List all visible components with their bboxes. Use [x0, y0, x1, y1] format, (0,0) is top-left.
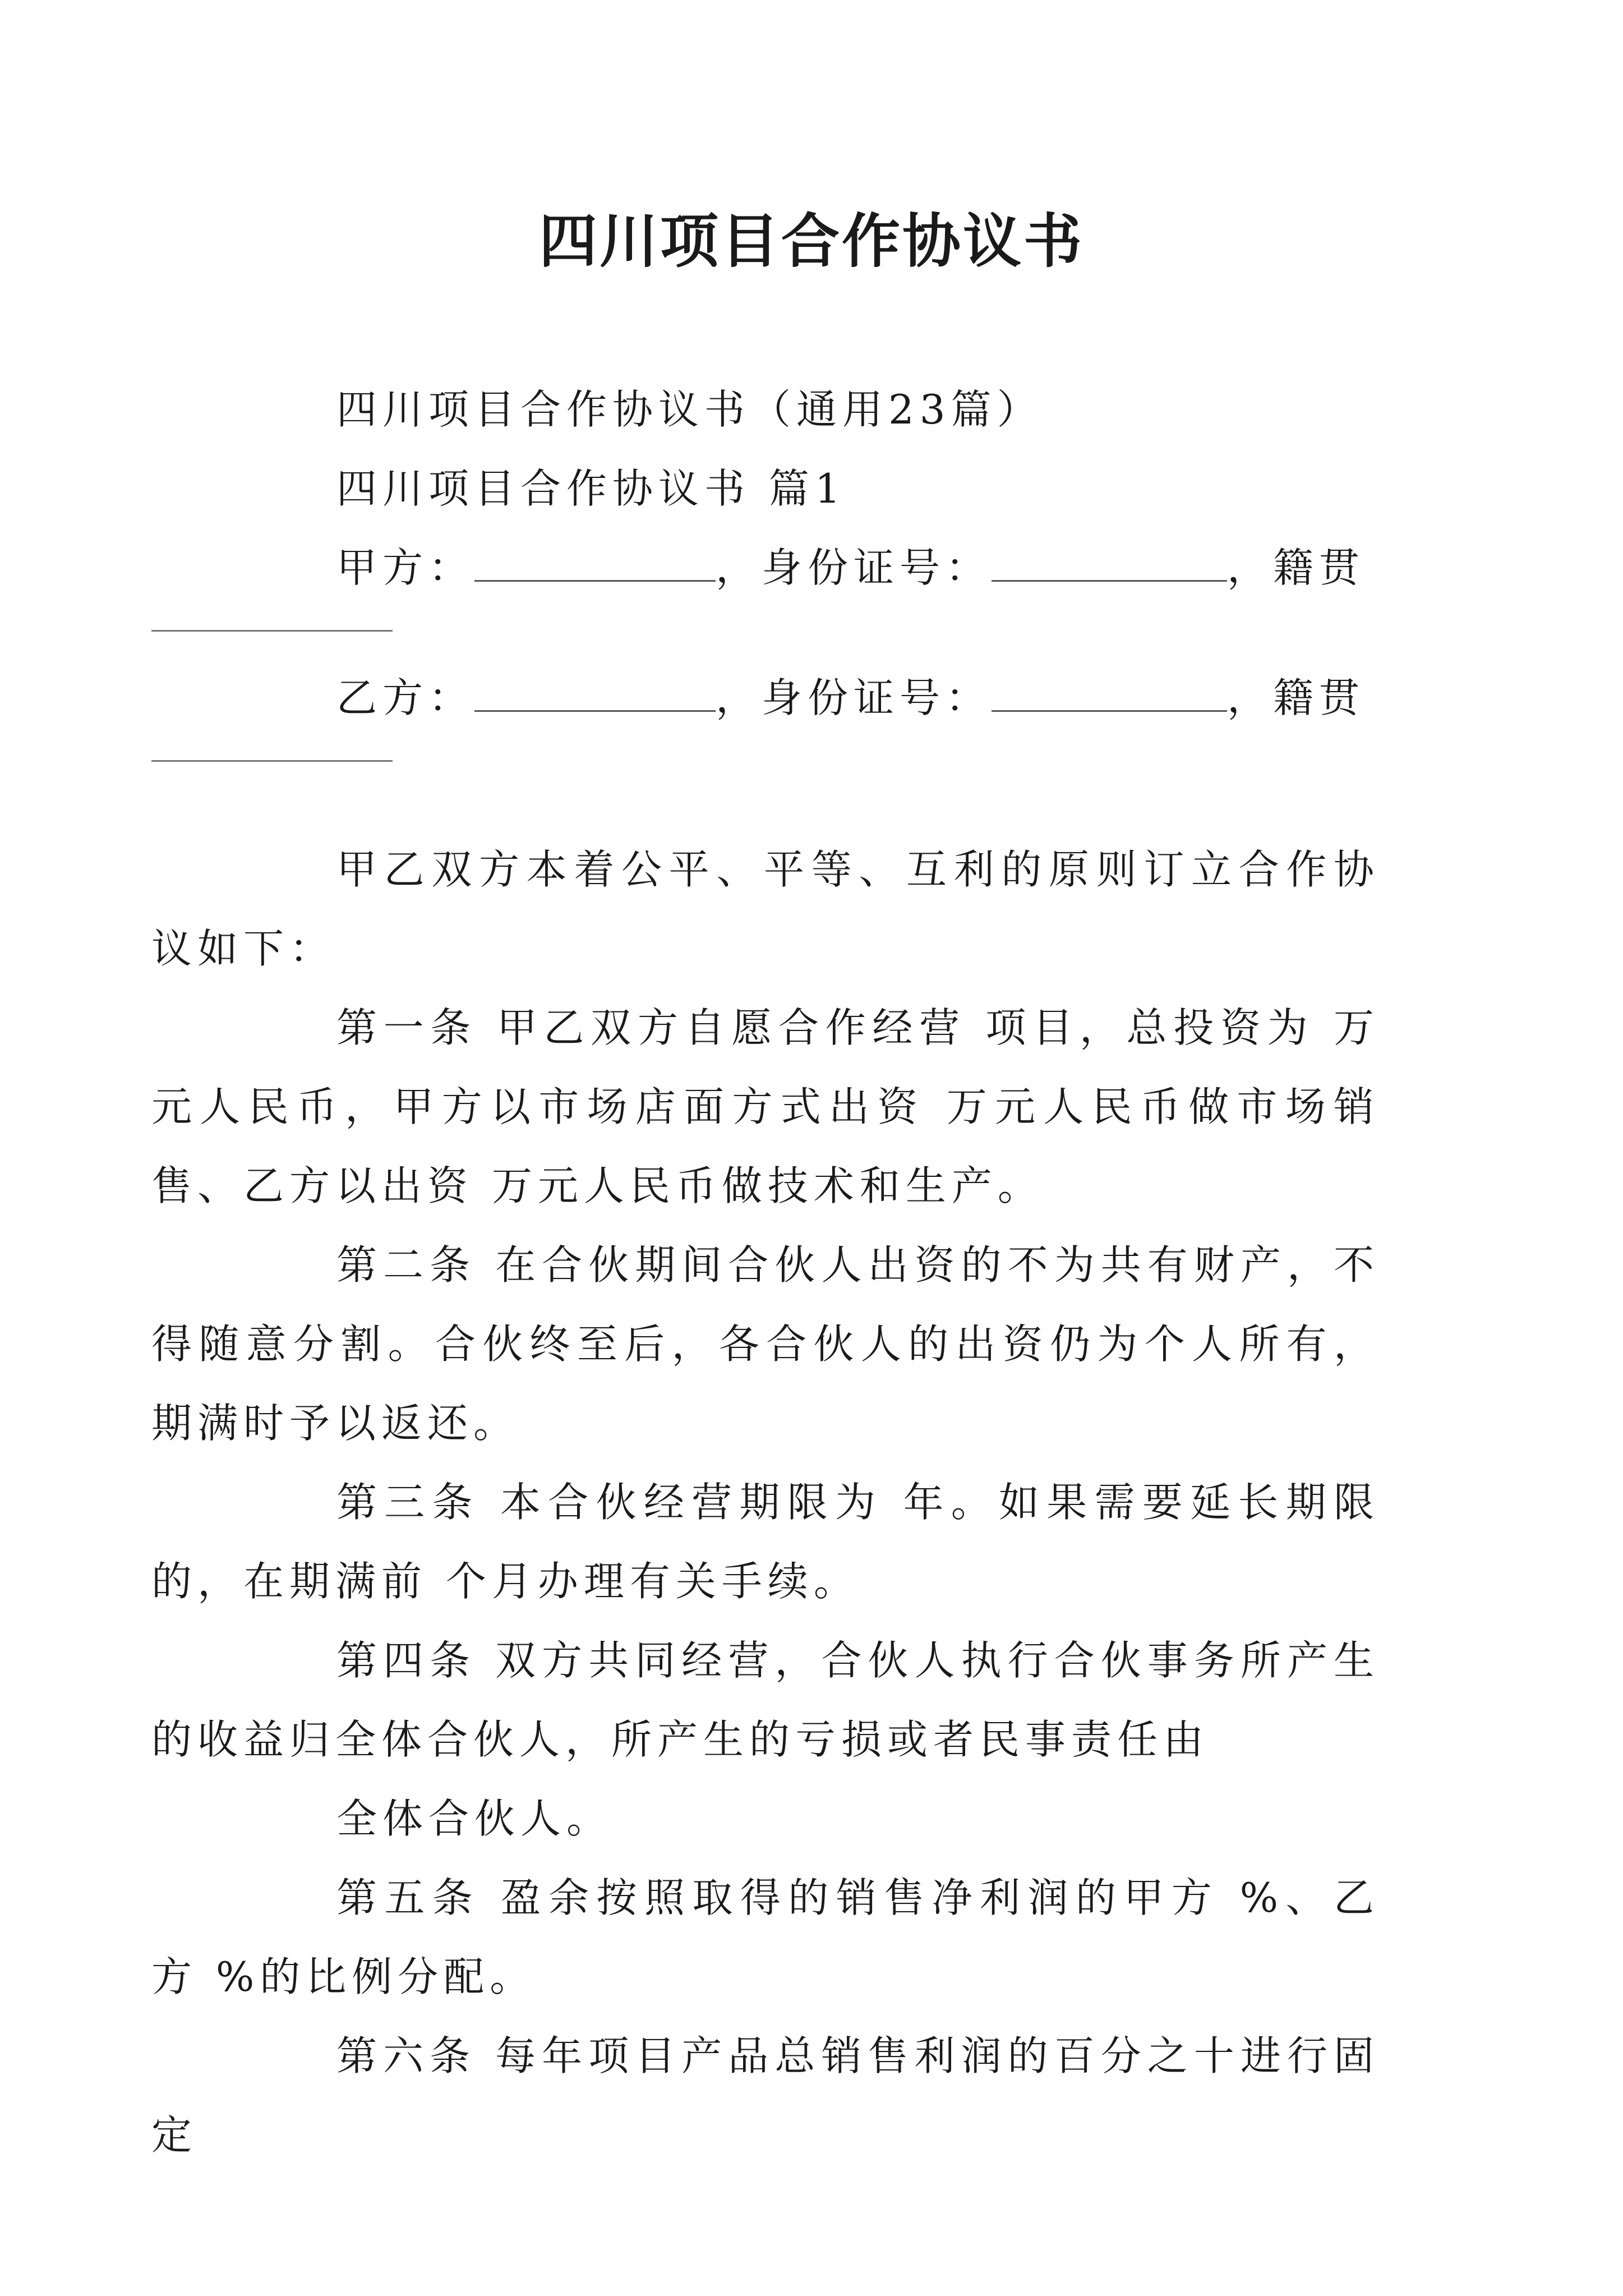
section-heading: 四川项目合作协议书 篇1 — [336, 465, 846, 512]
article-3: 第三条 本合伙经营期限为 年。如果需要延长期限的，在期满前 个月办理有关手续。 — [151, 1479, 1380, 1605]
party-b-label: 乙方： — [336, 674, 475, 721]
intro-paragraph: 甲乙双方本着公平、平等、互利的原则订立合作协议如下： — [151, 846, 1380, 972]
article-2: 第二条 在合伙期间合伙人出资的不为共有财产，不得随意分割。合伙终至后，各合伙人的出资仍为个人所有，期满时予以返还。 — [151, 1241, 1380, 1447]
party-a-id-blank — [992, 546, 1227, 582]
document-title: 四川项目合作协议书 — [538, 206, 1084, 275]
party-b-origin-label: ，籍贯 — [1227, 674, 1366, 721]
party-b-id-blank — [992, 677, 1227, 712]
party-a-origin-blank — [151, 608, 393, 632]
document-subtitle: 四川项目合作协议书（通用23篇） — [336, 386, 1043, 433]
party-a-origin-label: ，籍贯 — [1227, 544, 1366, 591]
party-b-name-blank — [474, 677, 716, 712]
party-b-origin-blank — [151, 738, 393, 762]
party-b-id-label: ，身份证号： — [716, 674, 992, 721]
article-4-continued: 全体合伙人。 — [336, 1795, 613, 1842]
party-b-line — [247, 659, 1380, 738]
party-a-id-label: ，身份证号： — [716, 544, 992, 591]
article-1: 第一条 甲乙双方自愿合作经营 项目，总投资为 万元人民币，甲方以市场店面方式出资 万元人民币做市场销售、乙方以出资 万元人民币做技术和生产。 — [151, 1004, 1380, 1209]
article-5: 第五条 盈余按照取得的销售净利润的甲方 %、乙方 %的比例分配。 — [151, 1874, 1380, 2000]
document-articles — [151, 830, 1380, 2175]
party-a-name-blank — [474, 546, 716, 582]
document-body — [247, 370, 1380, 789]
article-6: 第六条 每年项目产品总销售利润的百分之十进行固定 — [151, 2032, 1380, 2159]
party-a-line — [247, 528, 1380, 608]
article-4: 第四条 双方共同经营，合伙人执行合伙事务所产生的收益归全体合伙人，所产生的亏损或者民事责任由 — [151, 1637, 1380, 1763]
party-a-label: 甲方： — [336, 544, 475, 591]
